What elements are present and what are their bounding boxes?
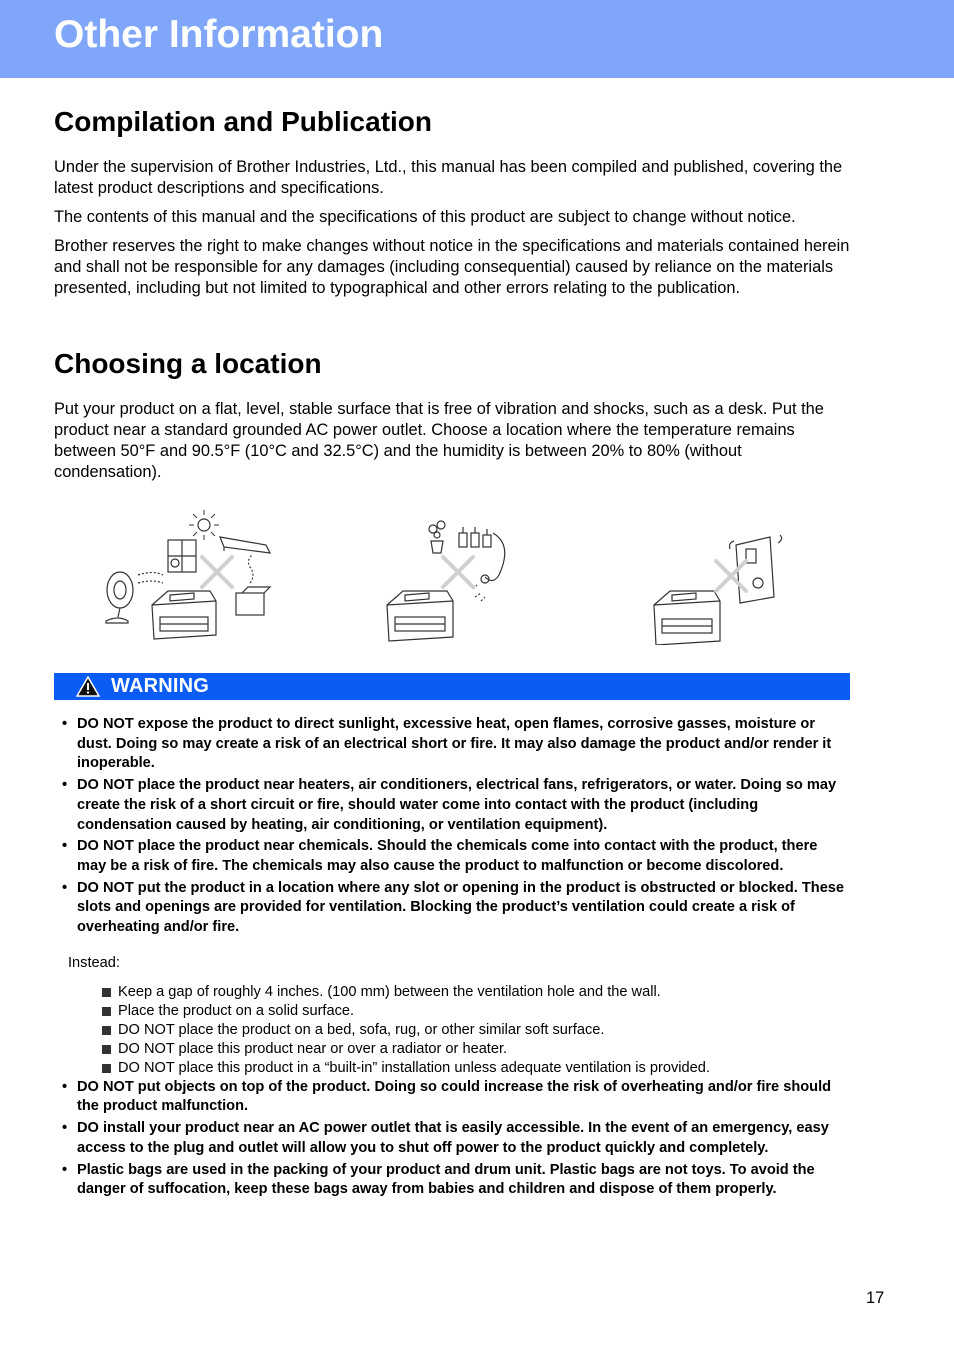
square-bullet-icon xyxy=(102,1064,111,1073)
square-bullet-icon xyxy=(102,1045,111,1054)
page-title: Other Information xyxy=(54,13,384,56)
paragraph: The contents of this manual and the specifications of this product are subject to change without notice. xyxy=(54,208,796,226)
instead-item: Keep a gap of roughly 4 inches. (100 mm) between the ventilation hole and the wall. xyxy=(101,983,850,1002)
instead-item: Place the product on a solid surface. xyxy=(101,1002,850,1021)
instead-item: DO NOT place this product near or over a radiator or heater. xyxy=(101,1040,850,1059)
instead-item: DO NOT place the product on a bed, sofa, rug, or other similar soft surface. xyxy=(101,1021,850,1040)
paragraph: Brother reserves the right to make changes without notice in the specifications and materials contained herein and shall not be responsible for any damages (including consequential) caused by reliance on the materials presented, including but not limited to typographical and other errors relating to the publication. xyxy=(54,237,850,297)
square-bullet-icon xyxy=(102,1007,111,1016)
header-banner xyxy=(0,0,954,78)
section-title-compilation: Compilation and Publication xyxy=(54,106,432,137)
instead-list xyxy=(101,983,850,1078)
warning-item: • DO NOT place the product near heaters, air conditioners, electrical fans, refrigerators, or water. Doing so may create the risk of a short circuit or fire, should water come into contact with the product (including condensation caused by heating, air conditioning, or ventilation equipment). xyxy=(62,777,837,833)
printer-near-heat-fan-sun-icon xyxy=(98,505,278,645)
paragraph: Under the supervision of Brother Industries, Ltd., this manual has been compiled and published, covering the latest product descriptions and specifications. xyxy=(54,158,843,197)
printer-near-chemicals-icon xyxy=(385,505,515,645)
warning-item: • DO install your product near an AC power outlet that is easily accessible. In the event of an emergency, easy access to the plug and outlet will allow you to shut off power to the product quickly and completely. xyxy=(62,1120,829,1156)
warning-triangle-icon xyxy=(76,676,100,697)
warning-item: • Plastic bags are used in the packing of your product and drum unit. Plastic bags are not toys. To avoid the danger of suffocation, keep these bags away from babies and children and dispose of them properly. xyxy=(62,1161,815,1198)
instead-item: DO NOT place this product in a “built-in” installation unless adequate ventilation is provided. xyxy=(101,1059,850,1078)
warning-item: • DO NOT put objects on top of the product. Doing so could increase the risk of overheating and/or fire should the product malfunction. xyxy=(62,1078,832,1115)
warning-bar xyxy=(54,673,850,700)
warning-list xyxy=(54,715,850,1202)
printer-near-wall-outlet-icon xyxy=(650,505,790,645)
square-bullet-icon xyxy=(102,1026,111,1035)
paragraph: Put your product on a flat, level, stable surface that is free of vibration and shocks, such as a desk. Put the product near a standard grounded AC power outlet. Choose a location where the temperature remains between 50°F and 90.5°F (10°C and 32.5°C) and the humidity is between 20% to 80% (without condensation). xyxy=(54,400,824,481)
section-title-location: Choosing a location xyxy=(54,348,322,379)
warning-label: WARNING xyxy=(111,675,210,697)
warning-item: • DO NOT expose the product to direct sunlight, excessive heat, open flames, corrosive gasses, moisture or dust. Doing so may create a risk of an electrical short or fire. It may also damage the product and/or render it inoperable. xyxy=(62,716,832,772)
instead-label: Instead: xyxy=(68,954,120,971)
warning-item: • DO NOT place the product near chemicals. Should the chemicals come into contact with the product, there may be a risk of fire. The chemicals may also cause the product to malfunction or become discolored. xyxy=(62,838,818,874)
square-bullet-icon xyxy=(102,988,111,997)
page-number: 17 xyxy=(866,1289,885,1307)
warning-item: • DO NOT put the product in a location where any slot or opening in the product is obstructed or blocked. These slots and openings are provided for ventilation. Blocking the product’s ventilation could create a risk of overheating and/or fire. xyxy=(62,879,845,936)
